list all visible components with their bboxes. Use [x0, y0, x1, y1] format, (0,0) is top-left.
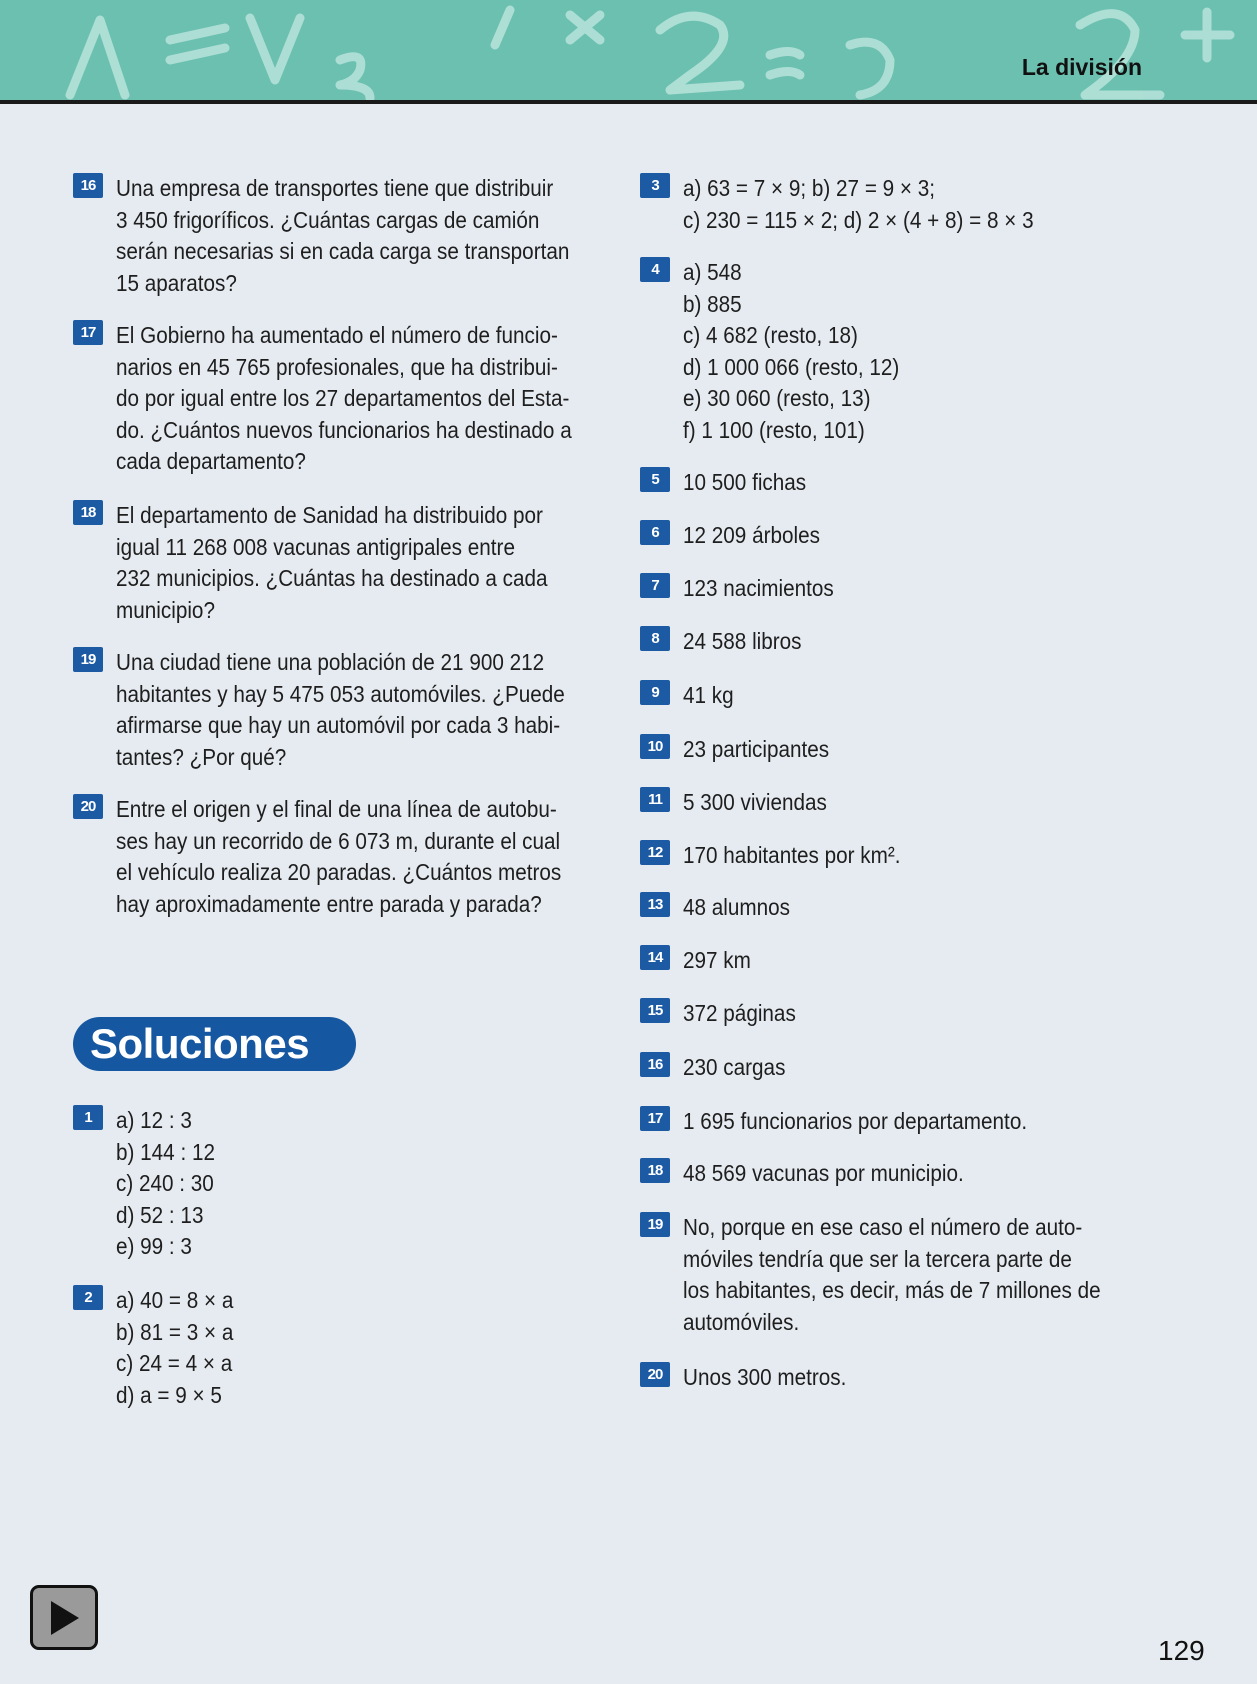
number-badge: 5: [640, 467, 670, 492]
text-line: 15 aparatos?: [116, 269, 237, 296]
problem-17: [73, 320, 622, 478]
text-line: c) 4 682 (resto, 18): [683, 322, 858, 348]
number-badge: 4: [640, 257, 670, 282]
problem-text: [116, 173, 569, 299]
text-line: 48 569 vacunas por municipio.: [683, 1160, 964, 1186]
number-badge: 18: [640, 1158, 670, 1183]
text-line: El Gobierno ha aumentado el número de funcio-: [116, 322, 558, 348]
text-line: hay aproximadamente entre parada y parada?: [116, 890, 542, 917]
number-badge: 18: [73, 500, 103, 525]
play-icon: [49, 1599, 81, 1637]
number-badge: 12: [640, 840, 670, 865]
text-line: c) 24 = 4 × a: [116, 1350, 233, 1376]
solution-8: [640, 626, 815, 658]
solution-text: [683, 787, 827, 819]
problem-19: [73, 647, 615, 773]
number-badge: 16: [73, 173, 103, 198]
number-badge: 19: [640, 1212, 670, 1237]
number-badge: 17: [640, 1106, 670, 1131]
solution-4: [640, 257, 923, 446]
number-badge: 2: [73, 1285, 103, 1310]
text-line: Unos 300 metros.: [683, 1364, 847, 1390]
text-line: 297 km: [683, 947, 751, 973]
text-line: los habitantes, es decir, más de 7 millones de: [683, 1277, 1101, 1303]
solution-text: [116, 1285, 233, 1411]
solution-text: [683, 1106, 1027, 1138]
text-line: d) 1 000 066 (resto, 12): [683, 353, 900, 380]
solution-10: [640, 734, 845, 766]
solution-11: [640, 787, 843, 819]
solution-text: [683, 173, 1034, 236]
solution-15: [640, 998, 808, 1030]
solution-text: [683, 680, 734, 712]
solutions-heading: Soluciones: [90, 1020, 310, 1067]
text-line: b) 144 : 12: [116, 1138, 215, 1165]
problem-text: [116, 320, 572, 478]
text-line: automóviles.: [683, 1308, 800, 1335]
header-decoration: [0, 0, 1257, 100]
problem-text: [116, 794, 561, 920]
number-badge: 20: [73, 794, 103, 819]
page-header: [0, 0, 1257, 104]
solution-text: [683, 998, 796, 1030]
solution-text: [683, 1212, 1101, 1338]
solution-text: [683, 573, 834, 605]
text-line: Entre el origen y el final de una línea de autobu-: [116, 796, 557, 822]
text-line: e) 99 : 3: [116, 1233, 192, 1259]
text-line: narios en 45 765 profesionales, que ha distribui-: [116, 353, 558, 380]
number-badge: 17: [73, 320, 103, 345]
text-line: 232 municipios. ¿Cuántas ha destinado a cada: [116, 565, 548, 591]
text-line: 12 209 árboles: [683, 522, 820, 548]
solution-5: [640, 467, 820, 499]
number-badge: 7: [640, 573, 670, 598]
text-line: d) 52 : 13: [116, 1201, 204, 1228]
solution-text: [683, 626, 802, 658]
text-line: 230 cargas: [683, 1054, 786, 1080]
text-line: c) 230 = 115 × 2; d) 2 × (4 + 8) = 8 × 3: [683, 206, 1034, 233]
number-badge: 19: [73, 647, 103, 672]
number-badge: 9: [640, 680, 670, 705]
text-line: igual 11 268 008 vacunas antigripales entre: [116, 533, 515, 560]
number-badge: 3: [640, 173, 670, 198]
problem-20: [73, 794, 611, 920]
solution-text: [683, 520, 820, 552]
problem-text: [116, 500, 548, 626]
text-line: Una ciudad tiene una población de 21 900 212: [116, 649, 545, 675]
text-line: tantes? ¿Por qué?: [116, 743, 287, 770]
text-line: afirmarse que hay un automóvil por cada 3 habi-: [116, 712, 561, 738]
text-line: do. ¿Cuántos nuevos funcionarios ha destinado a: [116, 416, 572, 443]
text-line: b) 885: [683, 290, 742, 317]
problem-16: [73, 173, 620, 299]
text-line: ses hay un recorrido de 6 073 m, durante el cual: [116, 827, 561, 854]
solution-text: [683, 1158, 964, 1190]
problem-18: [73, 500, 595, 626]
text-line: b) 81 = 3 × a: [116, 1318, 234, 1345]
solution-text: [683, 892, 790, 924]
solution-7: [640, 573, 851, 605]
number-badge: 1: [73, 1105, 103, 1130]
solution-text: [683, 945, 751, 977]
text-line: móviles tendría que ser la tercera parte de: [683, 1245, 1072, 1272]
solution-16: [640, 1052, 797, 1084]
text-line: a) 63 = 7 × 9; b) 27 = 9 × 3;: [683, 175, 936, 201]
text-line: El departamento de Sanidad ha distribuido por: [116, 502, 543, 528]
solution-text: [683, 840, 900, 872]
solution-13: [640, 892, 802, 924]
text-line: 3 450 frigoríficos. ¿Cuántas cargas de camión: [116, 206, 540, 233]
number-badge: 15: [640, 998, 670, 1023]
text-line: c) 240 : 30: [116, 1170, 214, 1196]
text-line: f) 1 100 (resto, 101): [683, 416, 865, 443]
header-title: La división: [1021, 54, 1142, 80]
solution-2: [73, 1285, 246, 1411]
solution-text: [683, 1052, 785, 1084]
number-badge: 16: [640, 1052, 670, 1077]
text-line: 1 695 funcionarios por departamento.: [683, 1108, 1028, 1134]
text-line: a) 12 : 3: [116, 1107, 192, 1133]
text-line: 24 588 libros: [683, 628, 802, 654]
number-badge: 6: [640, 520, 670, 545]
problem-text: [116, 647, 565, 773]
text-line: 123 nacimientos: [683, 575, 834, 601]
solution-6: [640, 520, 835, 552]
text-line: e) 30 060 (resto, 13): [683, 385, 871, 411]
text-line: municipio?: [116, 596, 215, 623]
text-line: cada departamento?: [116, 448, 306, 474]
text-line: No, porque en ese caso el número de auto-: [683, 1214, 1083, 1240]
number-badge: 10: [640, 734, 670, 759]
text-line: 23 participantes: [683, 736, 830, 762]
number-badge: 14: [640, 945, 670, 970]
text-line: 170 habitantes por km².: [683, 842, 901, 868]
text-line: 41 kg: [683, 682, 734, 708]
text-line: habitantes y hay 5 475 053 automóviles. ¿Puede: [116, 680, 565, 707]
text-line: 5 300 viviendas: [683, 789, 827, 815]
text-line: a) 40 = 8 × a: [116, 1287, 234, 1313]
text-line: serán necesarias si en cada carga se transportan: [116, 238, 570, 264]
page-number: 129: [1158, 1635, 1205, 1666]
number-badge: 11: [640, 787, 670, 812]
solution-text: [683, 1362, 846, 1394]
solution-17: [640, 1106, 1065, 1138]
text-line: d) a = 9 × 5: [116, 1381, 222, 1408]
play-button[interactable]: [30, 1585, 98, 1650]
number-badge: 13: [640, 892, 670, 917]
solution-19: [640, 1212, 1147, 1338]
text-line: 10 500 fichas: [683, 469, 807, 495]
text-line: el vehículo realiza 20 paradas. ¿Cuántos metros: [116, 859, 562, 885]
solution-12: [640, 840, 925, 872]
text-line: 48 alumnos: [683, 894, 791, 920]
text-line: do por igual entre los 27 departamentos del Esta-: [116, 385, 570, 411]
text-line: a) 548: [683, 259, 742, 285]
solution-text: [683, 467, 806, 499]
solution-9: [640, 680, 739, 712]
number-badge: 20: [640, 1362, 670, 1387]
solution-14: [640, 945, 758, 977]
solution-18: [640, 1158, 995, 1190]
text-line: 372 páginas: [683, 1000, 796, 1026]
solution-text: [116, 1105, 215, 1263]
solution-1: [73, 1105, 226, 1263]
solution-3: [640, 173, 1073, 236]
number-badge: 8: [640, 626, 670, 651]
solution-20: [640, 1362, 865, 1394]
text-line: Una empresa de transportes tiene que distribuir: [116, 175, 554, 201]
solution-text: [683, 257, 899, 446]
solution-text: [683, 734, 829, 766]
